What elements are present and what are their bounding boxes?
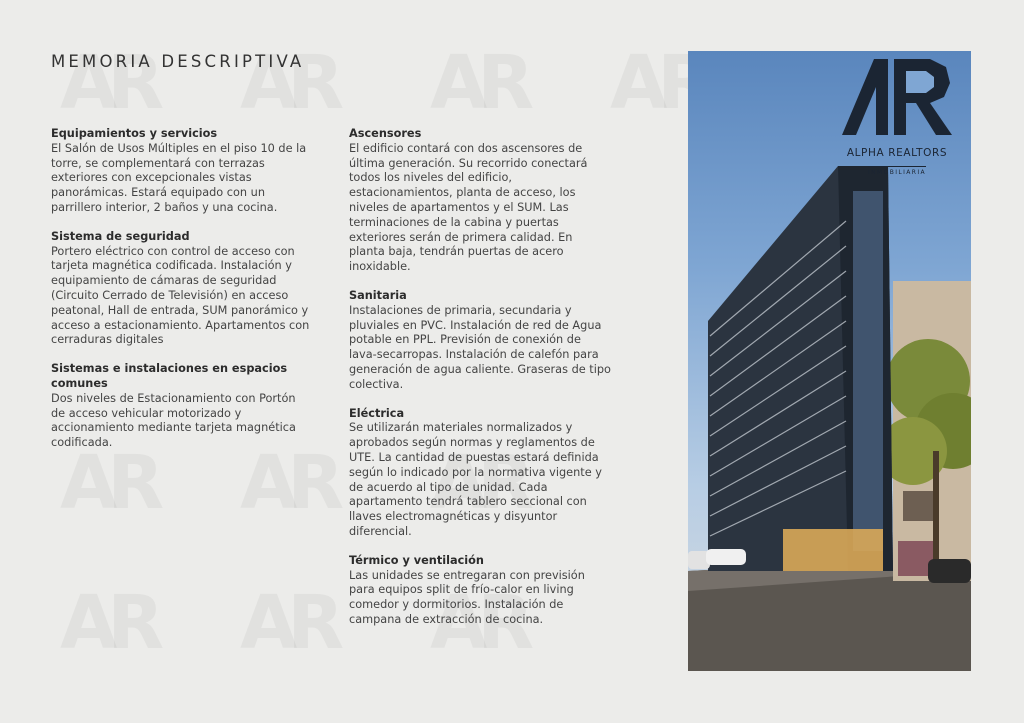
section-electrica [349, 407, 611, 540]
ar-logo-icon [840, 57, 954, 139]
logo-subtitle: INMOBILIARIA [868, 166, 926, 176]
logo-brand-name: ALPHA REALTORS [846, 147, 948, 159]
section-body: Portero eléctrico con control de acceso con tarjeta magnética codificada. Instalación y equipamiento de cámaras de seguridad (Circuito Cerrado de Televisión) en acceso peatonal, Hall de entrada, SUM panorámico y acceso a estacionamiento. Apartamentos con cerraduras digitales [51, 244, 310, 347]
section-body: El edificio contará con dos ascensores de última generación. Su recorrido conectará todos los niveles del edificio, estacionamientos, planta de acceso, los niveles de apartamentos y el SUM. Las terminaciones de la cabina y puertas exteriores serán de primera calidad. En planta baja, tendrán puertas de acero inoxidable. [349, 141, 588, 274]
section-equipamientos [51, 127, 313, 216]
watermark-logo-icon [240, 580, 334, 666]
section-heading: Sanitaria [349, 288, 407, 302]
alpha-realtors-logo [824, 57, 970, 178]
left-column [51, 127, 313, 465]
section-heading: Ascensores [349, 127, 422, 140]
building-rendering-image [688, 51, 971, 671]
section-heading: Sistema de seguridad [51, 229, 190, 243]
section-seguridad [51, 230, 313, 348]
section-body: Se utilizarán materiales normalizados y aprobados según normas y reglamentos de UTE. La cantidad de puestas estará definida según lo indicado por la normativa vigente y de acuerdo al tipo de unidad. Cada apartamento tendrá tablero seccional con llaves electromagnéticas y disyuntor diferencial. [349, 421, 602, 538]
section-body: El Salón de Usos Múltiples en el piso 10 de la torre, se complementará con terrazas exteriores con excepcionales vistas panorámicas. Estará equipado con un parrillero interior, 2 baños y una cocina. [51, 141, 307, 214]
section-heading: Sistemas e instalaciones en espacios comunes [51, 362, 288, 390]
section-termico [349, 554, 611, 628]
section-body: Las unidades se entregaran con previsión para equipos split de frío-calor en living comedor y dormitorios. Instalación de campana de extracción de cocina. [349, 568, 585, 626]
section-sanitaria [349, 289, 611, 393]
middle-column [349, 127, 611, 642]
page-title: MEMORIA DESCRIPTIVA [51, 52, 305, 71]
section-body: Instalaciones de primaria, secundaria y pluviales en PVC. Instalación de red de Agua potable en PPL. Previsión de conexión de lava-secarropas. Instalación de calefón para generación de agua caliente. Graseras de tipo colectiva. [349, 303, 611, 391]
section-ascensores [349, 127, 611, 275]
section-body: Dos niveles de Estacionamiento con Portón de acceso vehicular motorizado y accionamiento mediante tarjeta magnética codificada. [51, 391, 296, 450]
watermark-logo-icon [60, 580, 154, 666]
section-heading: Térmico y ventilación [349, 553, 484, 567]
watermark-logo-icon [430, 40, 524, 126]
section-sistemas-comunes [51, 362, 313, 451]
section-heading: Eléctrica [349, 406, 405, 420]
section-heading: Equipamientos y servicios [51, 127, 218, 140]
